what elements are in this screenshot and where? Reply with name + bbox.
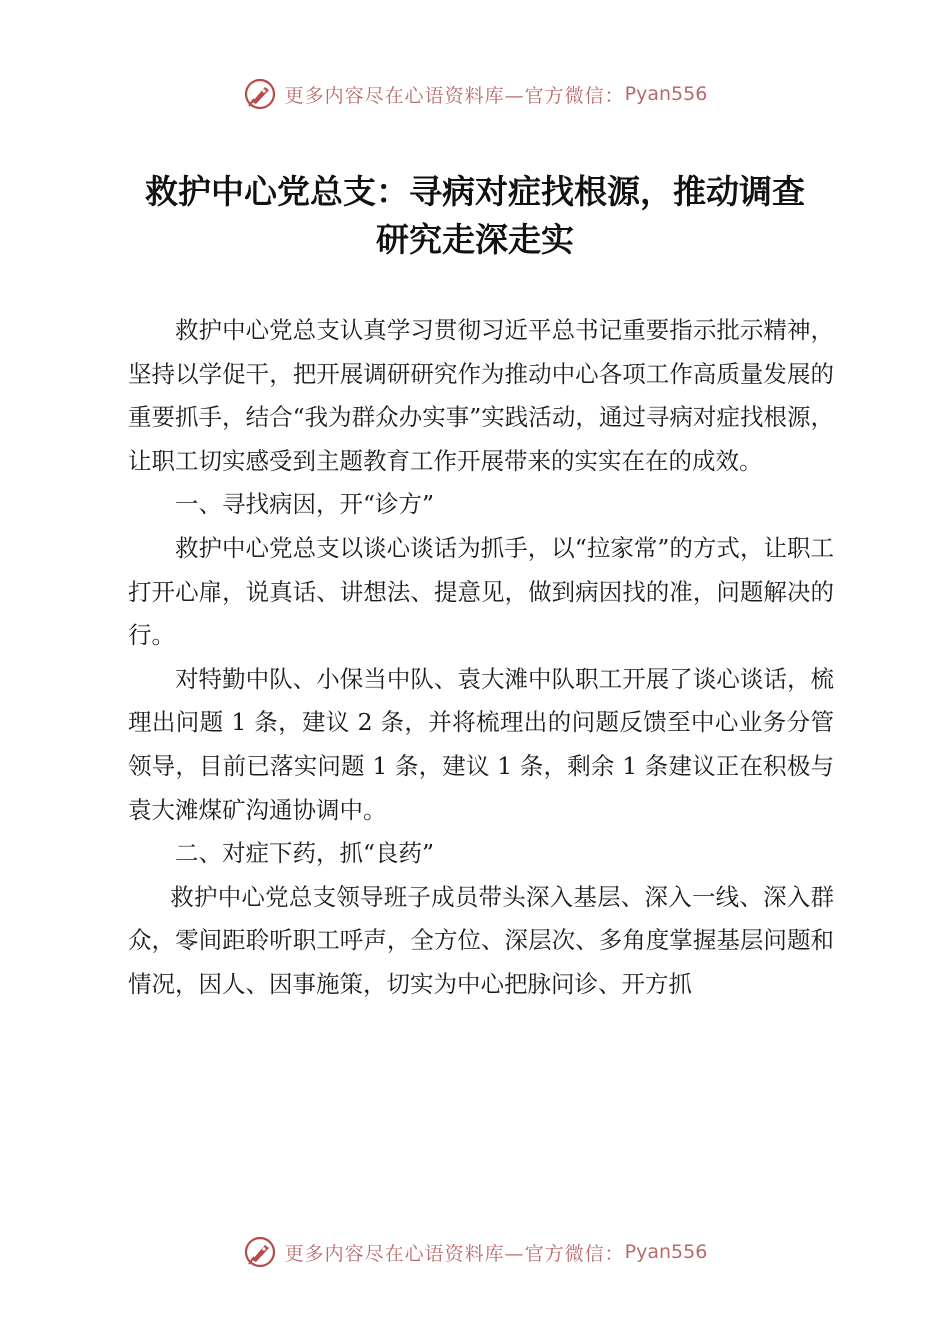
section-heading-1: 一、寻找病因，开“诊方” bbox=[175, 490, 435, 519]
watermark-wechat-id: Pyan556 bbox=[624, 83, 708, 105]
watermark-text: 更多内容尽在心语资料库—官方微信： bbox=[284, 1242, 625, 1265]
paragraph-section-2a: 救护中心党总支领导班子成员带头深入基层、深入一线、深入群众，零间距聆听职工呼声，全方位、深层次、多角度掌握基层问题和情况，因人、因事施策，切实为中心把脉问诊、开方抓 bbox=[128, 882, 834, 998]
footer-watermark bbox=[0, 1232, 950, 1272]
paragraph-section-1b: 对特勤中队、小保当中队、袁大滩中队职工开展了谈心谈话，梳理出问题 1 条，建议 2 条，并将梳理出的问题反馈至中心业务分管领导，目前已落实问题 1 条，建议 1 条，剩余 1 条建议正在积极与袁大滩煤矿沟通协调中。 bbox=[128, 664, 834, 824]
header-watermark bbox=[0, 74, 950, 114]
watermark-wechat-id: Pyan556 bbox=[624, 1241, 708, 1263]
pen-nib-logo-icon bbox=[243, 77, 277, 111]
pen-nib-logo-icon bbox=[243, 1235, 277, 1269]
title-line-2: 研究走深走实 bbox=[376, 220, 574, 259]
document-body bbox=[128, 309, 834, 1007]
watermark-text: 更多内容尽在心语资料库—官方微信： bbox=[284, 84, 625, 107]
section-heading-2: 二、对症下药，抓“良药” bbox=[175, 839, 435, 868]
title-line-1: 救护中心党总支：寻病对症找根源，推动调查 bbox=[145, 172, 805, 211]
document-title bbox=[110, 168, 840, 264]
paragraph-section-1a: 救护中心党总支以谈心谈话为抓手，以“拉家常”的方式，让职工打开心扉，说真话、讲想法、提意见，做到病因找的准，问题解决的行。 bbox=[128, 533, 834, 650]
paragraph-intro: 救护中心党总支认真学习贯彻习近平总书记重要指示批示精神，坚持以学促干，把开展调研研究作为推动中心各项工作高质量发展的重要抓手，结合“我为群众办实事”实践活动，通过寻病对症找根源，让职工切实感受到主题教育工作开展带来的实实在在的成效。 bbox=[128, 316, 834, 475]
